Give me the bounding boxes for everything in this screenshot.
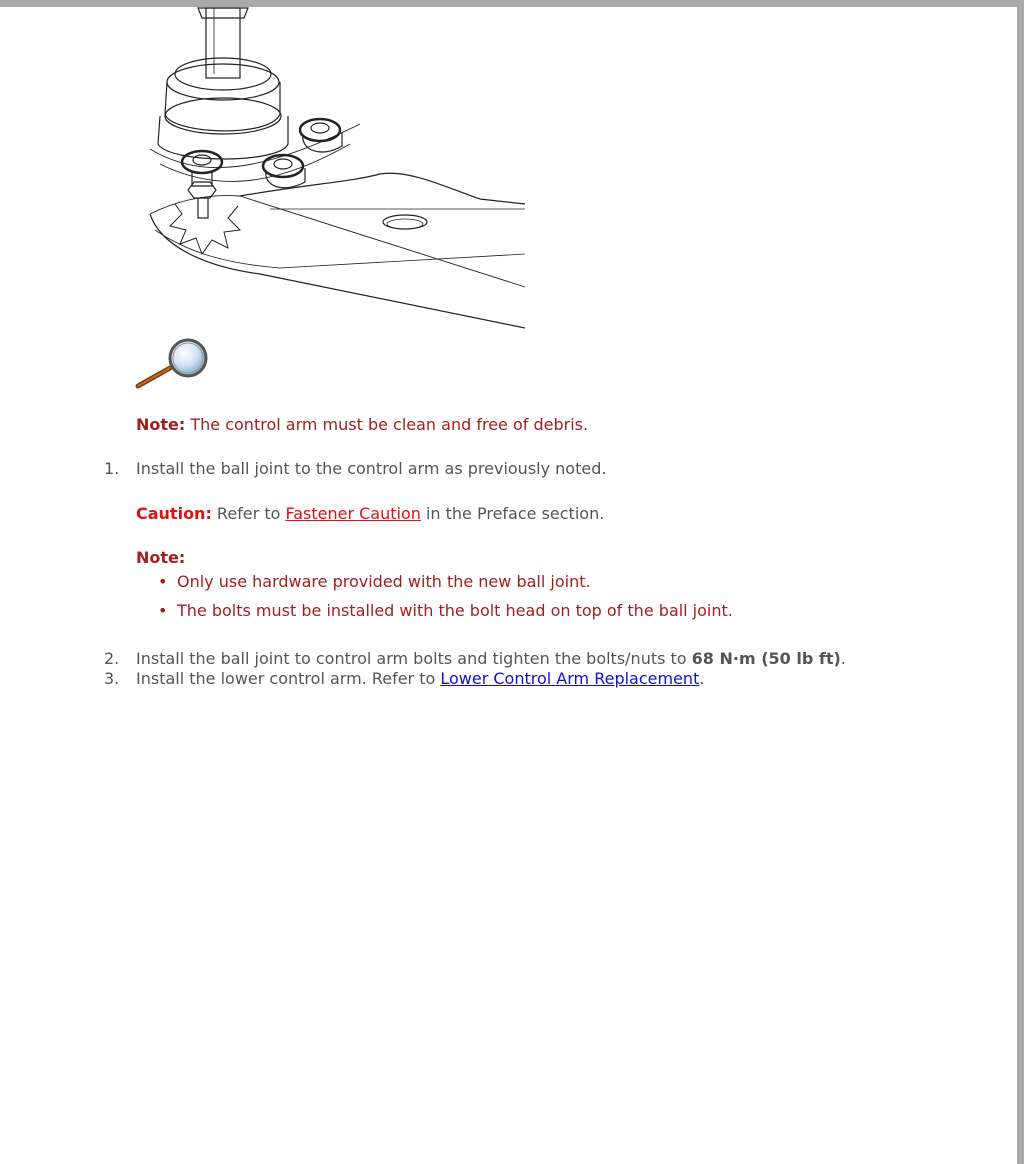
note-control-arm-clean	[136, 415, 588, 434]
bullet-dot: •	[158, 601, 168, 620]
lower-control-arm-link[interactable]: Lower Control Arm Replacement	[440, 669, 700, 688]
step-2-text-after: .	[840, 649, 846, 668]
caution-label: Caution:	[136, 504, 212, 523]
caution-text-after: in the Preface section.	[420, 504, 605, 523]
caution-line	[136, 504, 604, 523]
window-right-border	[1017, 0, 1024, 1164]
torque-spec: 68 N·m (50 lb ft)	[691, 649, 841, 668]
step-3-text	[136, 669, 704, 688]
caution-text-before: Refer to	[211, 504, 286, 523]
bullet-dot: •	[158, 572, 168, 591]
step-3-text-before: Install the lower control arm. Refer to	[136, 669, 441, 688]
ball-joint-illustration	[120, 4, 540, 334]
note-label-2: Note:	[136, 548, 186, 567]
step-2-text	[136, 649, 846, 668]
note-bullet-hardware: Only use hardware provided with the new ball joint.	[177, 572, 591, 591]
note-label: Note:	[136, 415, 186, 434]
fastener-caution-link[interactable]: Fastener Caution	[285, 504, 421, 523]
step-3-text-after: .	[699, 669, 705, 688]
step-number: 2.	[104, 649, 120, 668]
step-2-text-before: Install the ball joint to control arm bolts and tighten the bolts/nuts to	[136, 649, 692, 668]
note-text: The control arm must be clean and free of debris.	[185, 415, 589, 434]
note-bullet-bolt-head: The bolts must be installed with the bolt head on top of the ball joint.	[177, 601, 733, 620]
step-1-text: Install the ball joint to the control arm as previously noted.	[136, 459, 607, 478]
step-number: 3.	[104, 669, 120, 688]
magnifier-icon[interactable]	[134, 336, 214, 392]
step-number: 1.	[104, 459, 120, 478]
